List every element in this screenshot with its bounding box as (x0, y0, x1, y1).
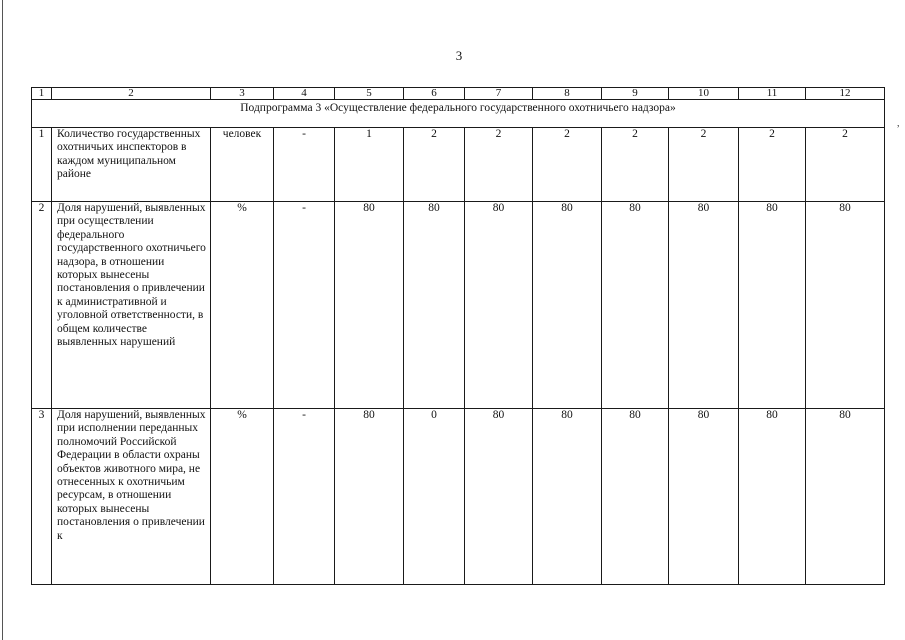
value-cell: 2 (806, 128, 885, 202)
table-row (32, 202, 885, 409)
base-value-cell: - (274, 202, 335, 409)
header-cell: 2 (52, 88, 211, 100)
header-cell: 5 (335, 88, 404, 100)
value-cell: 1 (335, 128, 404, 202)
unit-cell: % (211, 409, 274, 585)
value-cell: 80 (806, 202, 885, 409)
column-number-row (32, 88, 885, 100)
indicator-name: Количество государственных охотничьих инспекторов в каждом муниципальном районе (52, 128, 211, 202)
unit-cell: человек (211, 128, 274, 202)
table-row (32, 128, 885, 202)
header-cell: 1 (32, 88, 52, 100)
header-cell: 9 (602, 88, 669, 100)
unit-cell: % (211, 202, 274, 409)
value-cell: 2 (404, 128, 465, 202)
header-cell: 3 (211, 88, 274, 100)
table-row (32, 409, 885, 585)
page-number: 3 (455, 48, 463, 63)
subprogram-row (32, 100, 885, 128)
indicators-table (31, 87, 885, 585)
value-cell: 80 (465, 202, 533, 409)
base-value-cell: - (274, 128, 335, 202)
value-cell: 80 (533, 409, 602, 585)
header-cell: 11 (739, 88, 806, 100)
header-cell: 6 (404, 88, 465, 100)
value-cell: 80 (602, 409, 669, 585)
value-cell: 2 (602, 128, 669, 202)
value-cell: 80 (465, 409, 533, 585)
indicator-name: Доля нарушений, выявленных при осуществлении федерального государственного охотничьего надзора, в отношении которых вынесены постановления о привлечении к административной и уголовной ответственности, в общем количестве выявленных нарушений (52, 202, 211, 409)
scan-stray-mark: , (897, 118, 900, 129)
header-cell: 4 (274, 88, 335, 100)
value-cell: 80 (806, 409, 885, 585)
value-cell: 80 (335, 409, 404, 585)
value-cell: 80 (602, 202, 669, 409)
base-value-cell: - (274, 409, 335, 585)
scan-edge-line (2, 0, 3, 640)
value-cell: 80 (335, 202, 404, 409)
value-cell: 80 (739, 409, 806, 585)
header-cell: 10 (669, 88, 739, 100)
value-cell: 2 (465, 128, 533, 202)
header-cell: 8 (533, 88, 602, 100)
row-number: 1 (32, 128, 52, 202)
header-cell: 7 (465, 88, 533, 100)
value-cell: 80 (533, 202, 602, 409)
header-cell: 12 (806, 88, 885, 100)
value-cell: 2 (739, 128, 806, 202)
value-cell: 2 (533, 128, 602, 202)
row-number: 2 (32, 202, 52, 409)
value-cell: 80 (739, 202, 806, 409)
value-cell: 80 (404, 202, 465, 409)
indicator-name: Доля нарушений, выявленных при исполнении переданных полномочий Российской Федерации в области охраны объектов животного мира, не отнесенных к охотничьим ресурсам, в отношении которых вынесены постановления о привлечении к (52, 409, 211, 585)
row-number: 3 (32, 409, 52, 585)
value-cell: 80 (669, 202, 739, 409)
value-cell: 80 (669, 409, 739, 585)
subprogram-title: Подпрограмма 3 «Осуществление федерального государственного охотничьего надзора» (32, 100, 885, 128)
value-cell: 2 (669, 128, 739, 202)
value-cell: 0 (404, 409, 465, 585)
